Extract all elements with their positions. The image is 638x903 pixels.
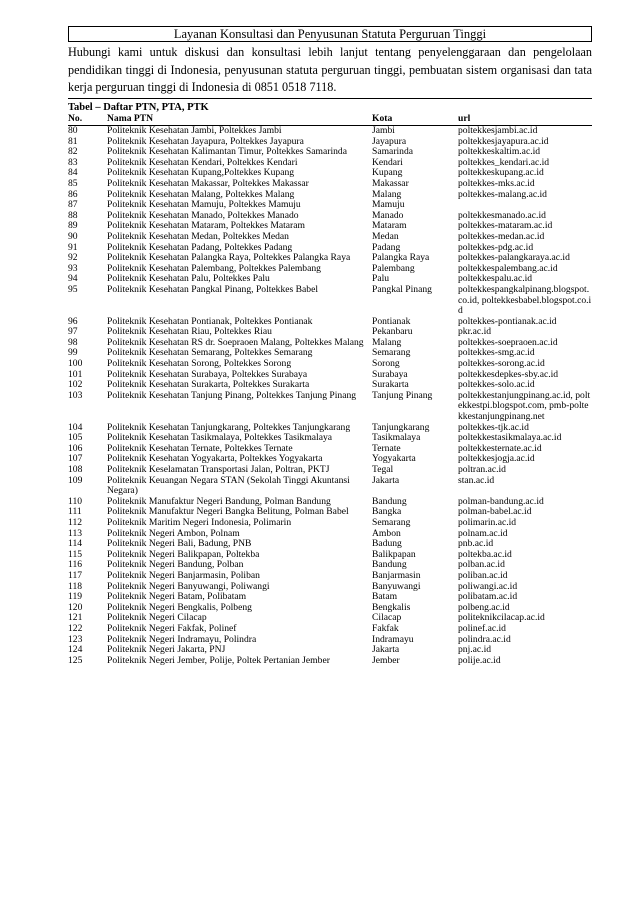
cell-row-number: 100 [68,358,83,370]
cell-city: Surabaya [372,368,408,380]
cell-city: Jakarta [372,644,400,656]
cell-url: poltekba.ac.id [458,548,512,560]
cell-institution-name: Politeknik Manufaktur Negeri Bangka Belitung, Polman Babel [107,506,349,518]
cell-institution-name: Politeknik Negeri Batam, Polibatam [107,591,247,603]
cell-institution-name: Politeknik Negeri Banyuwangi, Poliwangi [107,580,270,592]
cell-url: pnb.ac.id [458,538,494,550]
cell-institution-name: Politeknik Kesehatan Tanjungkarang, Poltekkes Tanjungkarang [107,421,351,433]
cell-institution-name: Politeknik Kesehatan Kalimantan Timur, Poltekkes Samarinda [107,146,347,158]
cell-city: Tasikmalaya [372,432,421,444]
cell-city: Jambi [372,125,395,136]
cell-url: poltekkes-medan.ac.id [458,230,545,242]
cell-row-number: 109 [68,474,83,486]
cell-url: poltekkespangkalpinang.blogspot.co.id, poltekkesbabel.blogspot.co.id [458,283,592,317]
cell-city: Mataram [372,220,407,232]
header-title: Layanan Konsultasi dan Penyusunan Statuta Perguruan Tinggi [173,27,487,41]
cell-row-number: 83 [68,156,78,168]
cell-row-number: 98 [68,336,78,348]
cell-row-number: 113 [68,527,83,539]
cell-institution-name: Politeknik Kesehatan Medan, Poltekkes Medan [107,230,289,242]
cell-url: pkr.ac.id [458,326,492,338]
cell-institution-name: Politeknik Kesehatan RS dr. Soepraoen Malang, Poltekkes Malang [107,336,364,348]
cell-institution-name: Politeknik Kesehatan Palembang, Poltekkes Palembang [107,262,321,274]
cell-url: polinef.ac.id [458,622,506,634]
cell-url: poltekkesjogja.ac.id [458,453,535,465]
cell-institution-name: Politeknik Kesehatan Jayapura, Poltekkes Jayapura [107,135,304,147]
cell-city: Palangka Raya [372,252,430,264]
cell-url: politeknikcilacap.ac.id [458,612,545,624]
cell-institution-name: Politeknik Kesehatan Mataram, Poltekkes Mataram [107,220,305,232]
cell-row-number: 124 [68,644,83,656]
cell-institution-name: Politeknik Negeri Indramayu, Polindra [107,633,257,645]
cell-institution-name: Politeknik Negeri Fakfak, Polinef [107,622,237,634]
cell-row-number: 88 [68,209,78,221]
cell-url: pnj.ac.id [458,644,492,656]
cell-url: poltekkes-sorong.ac.id [458,358,545,370]
cell-url: poltekkestasikmalaya.ac.id [458,432,562,444]
cell-url: polbeng.ac.id [458,601,510,613]
cell-row-number: 99 [68,347,78,359]
cell-row-number: 105 [68,432,83,444]
cell-row-number: 91 [68,241,78,253]
column-header-no: No. [68,114,107,126]
cell-row-number: 125 [68,654,83,666]
cell-url: poltekkes-mataram.ac.id [458,220,553,232]
cell-url: poltekkes-tjk.ac.id [458,421,529,433]
cell-institution-name: Politeknik Maritim Negeri Indonesia, Polimarin [107,516,292,528]
cell-city: Palembang [372,262,415,274]
cell-row-number: 121 [68,612,83,624]
cell-url: polimarin.ac.id [458,516,517,528]
column-header-name: Nama PTN [107,114,372,126]
cell-city: Palu [372,273,390,285]
cell-url: polman-bandung.ac.id [458,495,544,507]
cell-row-number: 104 [68,421,83,433]
cell-url: polindra.ac.id [458,633,511,645]
cell-institution-name: Politeknik Kesehatan Riau, Poltekkes Riau [107,326,272,338]
cell-url: poltekkes-pontianak.ac.id [458,315,557,327]
cell-row-number: 81 [68,135,78,147]
page-header [68,26,592,42]
cell-url: poltekkes-malang.ac.id [458,188,547,200]
cell-city: Tanjungkarang [372,421,430,433]
cell-row-number: 122 [68,622,83,634]
cell-city: Mamuju [372,199,405,211]
cell-city: Banjarmasin [372,569,421,581]
cell-city: Sorong [372,358,400,370]
cell-city: Bandung [372,495,407,507]
cell-city: Kupang [372,167,403,179]
cell-row-number: 102 [68,379,83,391]
cell-row-number: 103 [68,389,83,401]
cell-row-number: 115 [68,548,83,560]
cell-url: poltekkeskaltim.ac.id [458,146,541,158]
cell-url: poltekkespalembang.ac.id [458,262,558,274]
table-row [68,465,592,476]
cell-institution-name: Politeknik Negeri Jakarta, PNJ [107,644,226,656]
cell-url: poliban.ac.id [458,569,508,581]
cell-city: Semarang [372,516,411,528]
cell-row-number: 106 [68,442,83,454]
cell-row-number: 110 [68,495,83,507]
cell-row-number: 111 [68,506,82,518]
cell-city: Indramayu [372,633,414,645]
cell-url: poltekkespalu.ac.id [458,273,533,285]
cell-city: Malang [372,336,402,348]
cell-url: polibatam.ac.id [458,591,518,603]
cell-institution-name: Politeknik Kesehatan Semarang, Poltekkes Semarang [107,347,313,359]
table-row [68,232,592,243]
cell-institution-name: Politeknik Negeri Bengkalis, Polbeng [107,601,252,613]
cell-institution-name: Politeknik Kesehatan Mamuju, Poltekkes Mamuju [107,199,301,211]
cell-row-number: 116 [68,559,83,571]
cell-row-number: 89 [68,220,78,232]
cell-url: poltekkeskupang.ac.id [458,167,544,179]
cell-institution-name: Politeknik Kesehatan Malang, Poltekkes Malang [107,188,295,200]
cell-row-number: 101 [68,368,83,380]
column-header-city: Kota [372,114,458,126]
cell-url: polije.ac.id [458,654,501,666]
table-row [68,179,592,190]
cell-city: Pontianak [372,315,411,327]
cell-row-number: 96 [68,315,78,327]
cell-institution-name: Politeknik Kesehatan Yogyakarta, Poltekkes Yogyakarta [107,453,323,465]
cell-url: poltekkes-solo.ac.id [458,379,535,391]
cell-city: Fakfak [372,622,399,634]
cell-city: Tegal [372,464,394,475]
cell-row-number: 120 [68,601,83,613]
cell-city: Surakarta [372,379,409,391]
cell-institution-name: Politeknik Negeri Ambon, Polnam [107,527,240,539]
cell-institution-name: Politeknik Kesehatan Pontianak, Poltekkes Pontianak [107,315,313,327]
cell-row-number: 119 [68,591,83,603]
cell-city: Makassar [372,177,409,189]
cell-url: poltekkes_kendari.ac.id [458,156,550,168]
table-row [68,476,592,497]
cell-city: Medan [372,230,399,242]
cell-city: Padang [372,241,401,253]
table-row [68,391,592,423]
cell-city: Ternate [372,442,401,454]
cell-city: Pangkal Pinang [372,283,432,295]
cell-url: poltekkes-palangkaraya.ac.id [458,252,570,264]
cell-row-number: 118 [68,580,83,592]
cell-row-number: 80 [68,125,78,136]
cell-institution-name: Politeknik Kesehatan Tanjung Pinang, Poltekkes Tanjung Pinang [107,389,357,401]
table-row [68,571,592,582]
cell-city: Samarinda [372,146,414,158]
column-header-url: url [458,114,592,126]
table-caption: Tabel – Daftar PTN, PTA, PTK [68,101,209,113]
cell-city: Manado [372,209,404,221]
cell-city: Kendari [372,156,403,168]
cell-city: Jember [372,654,400,666]
cell-row-number: 94 [68,273,78,285]
cell-row-number: 108 [68,464,83,475]
cell-institution-name: Politeknik Kesehatan Kendari, Poltekkes Kendari [107,156,298,168]
cell-url: poltekkestanjungpinang.ac.id, poltekkestpi.blogspot.com, pmb-poltekkestanjungpinang.net [458,389,591,423]
cell-city: Balikpapan [372,548,416,560]
cell-city: Pekanbaru [372,326,413,338]
cell-city: Banyuwangi [372,580,421,592]
cell-institution-name: Politeknik Kesehatan Palu, Poltekkes Palu [107,273,270,285]
cell-row-number: 84 [68,167,78,179]
cell-row-number: 97 [68,326,78,338]
cell-institution-name: Politeknik Kesehatan Jambi, Poltekkes Jambi [107,125,282,136]
cell-url: poltekkesjayapura.ac.id [458,135,549,147]
cell-url: poliwangi.ac.id [458,580,518,592]
cell-url: polnam.ac.id [458,527,508,539]
cell-city: Cilacap [372,612,402,624]
cell-city: Tanjung Pinang [372,389,433,401]
table-row [68,126,592,137]
cell-url: poltekkes-smg.ac.id [458,347,535,359]
cell-institution-name: Politeknik Keuangan Negara STAN (Sekolah Tinggi Akuntansi Negara) [107,474,350,497]
cell-url: polban.ac.id [458,559,505,571]
intro-paragraph: Hubungi kami untuk diskusi dan konsultasi lebih lanjut tentang penyelenggaraan dan pengelolaan pendidikan tinggi di Indonesia, penyusunan statuta perguruan tinggi, pembuatan sistem organisasi dan tata kerja perguruan tinggi di Indonesia di 0851 0518 7118. [68,44,592,99]
cell-city: Semarang [372,347,411,359]
cell-city: Jayapura [372,135,407,147]
cell-institution-name: Politeknik Negeri Banjarmasin, Poliban [107,569,260,581]
ptn-table [68,114,592,667]
cell-institution-name: Politeknik Negeri Bali, Badung, PNB [107,538,252,550]
cell-row-number: 85 [68,177,78,189]
cell-url: poltekkesdepkes-sby.ac.id [458,368,559,380]
cell-institution-name: Politeknik Negeri Bandung, Polban [107,559,244,571]
table-body [68,126,592,667]
cell-row-number: 107 [68,453,83,465]
table-row [68,518,592,529]
cell-city: Batam [372,591,398,603]
cell-url: poltekkes-soepraoen.ac.id [458,336,558,348]
cell-institution-name: Politeknik Negeri Cilacap [107,612,207,624]
cell-institution-name: Politeknik Negeri Balikpapan, Poltekba [107,548,260,560]
cell-row-number: 86 [68,188,78,200]
table-header-row [68,114,592,126]
cell-row-number: 92 [68,252,78,264]
cell-institution-name: Politeknik Kesehatan Kupang,Poltekkes Kupang [107,167,295,179]
cell-row-number: 95 [68,283,78,295]
cell-institution-name: Politeknik Kesehatan Surabaya, Poltekkes Surabaya [107,368,308,380]
document-page [68,26,592,666]
cell-institution-name: Politeknik Kesehatan Ternate, Poltekkes Ternate [107,442,293,454]
cell-institution-name: Politeknik Kesehatan Manado, Poltekkes Manado [107,209,299,221]
cell-row-number: 112 [68,516,83,528]
cell-row-number: 93 [68,262,78,274]
cell-institution-name: Politeknik Kesehatan Sorong, Poltekkes Sorong [107,358,292,370]
cell-row-number: 82 [68,146,78,158]
table-row [68,624,592,635]
cell-url: poltekkes-pdg.ac.id [458,241,534,253]
cell-institution-name: Politeknik Kesehatan Tasikmalaya, Poltekkes Tasikmalaya [107,432,333,444]
cell-city: Malang [372,188,402,200]
cell-row-number: 87 [68,199,78,211]
cell-url: poltekkesmanado.ac.id [458,209,546,221]
cell-url: stan.ac.id [458,474,495,486]
cell-url: poltekkes-mks.ac.id [458,177,535,189]
table-row [68,656,592,667]
cell-institution-name: Politeknik Manufaktur Negeri Bandung, Polman Bandung [107,495,331,507]
cell-city: Jakarta [372,474,400,486]
cell-institution-name: Politeknik Kesehatan Palangka Raya, Poltekkes Palangka Raya [107,252,351,264]
cell-row-number: 90 [68,230,78,242]
cell-row-number: 117 [68,569,83,581]
cell-city: Ambon [372,527,401,539]
cell-institution-name: Politeknik Kesehatan Padang, Poltekkes Padang [107,241,293,253]
cell-row-number: 123 [68,633,83,645]
cell-institution-name: Politeknik Kesehatan Surakarta, Poltekkes Surakarta [107,379,310,391]
table-row [68,285,592,317]
cell-url: poltekkesjambi.ac.id [458,125,538,136]
cell-city: Yogyakarta [372,453,416,465]
cell-url: poltekkesternate.ac.id [458,442,542,454]
cell-city: Badung [372,538,402,550]
cell-institution-name: Politeknik Kesehatan Makassar, Poltekkes Makassar [107,177,309,189]
cell-institution-name: Politeknik Keselamatan Transportasi Jalan, Poltran, PKTJ [107,464,330,475]
cell-institution-name: Politeknik Negeri Jember, Polije, Poltek Pertanian Jember [107,654,330,666]
cell-url: poltran.ac.id [458,464,506,475]
cell-city: Bangka [372,506,402,518]
cell-city: Bengkalis [372,601,411,613]
cell-url: polman-babel.ac.id [458,506,532,518]
cell-city: Bandung [372,559,407,571]
cell-row-number: 114 [68,538,83,550]
cell-institution-name: Politeknik Kesehatan Pangkal Pinang, Poltekkes Babel [107,283,319,295]
